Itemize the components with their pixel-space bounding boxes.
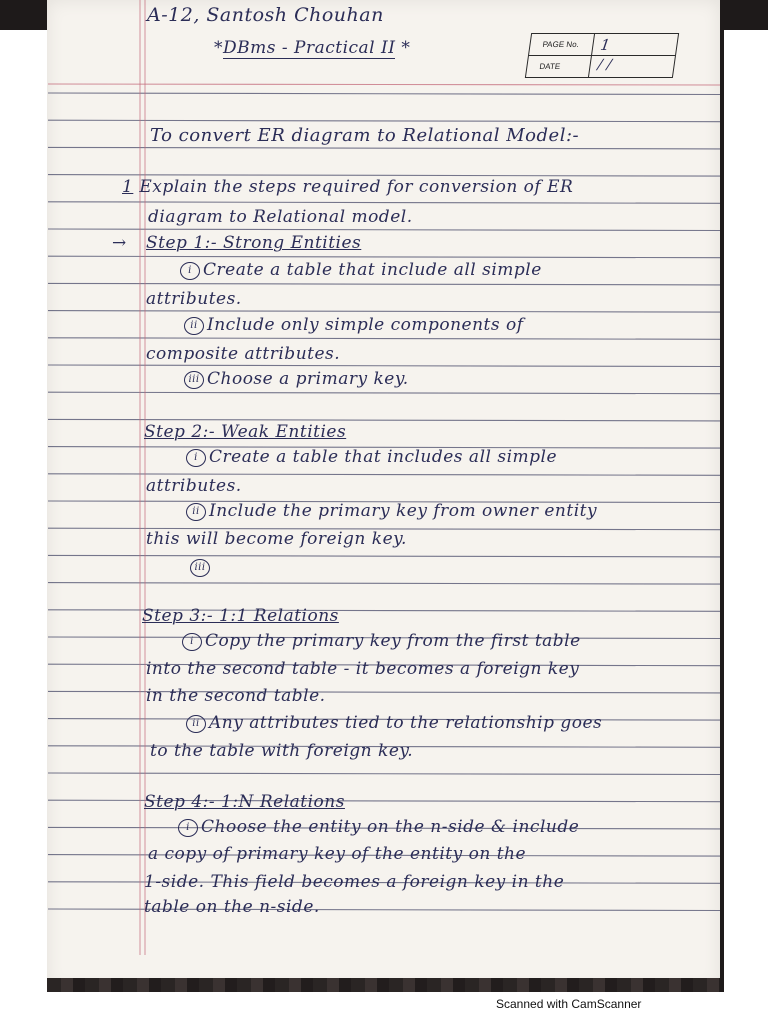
step3-item-1-cont: into the second table - it becomes a foreign key — [146, 659, 580, 679]
subject-prefix: * — [214, 38, 223, 58]
step2-item-1 — [186, 447, 557, 467]
ruled-line — [48, 256, 720, 258]
ruled-line — [48, 93, 720, 95]
question-number: 1 — [122, 177, 134, 197]
step2-item-2-text: Include the primary key from owner entity — [209, 501, 598, 521]
step1-item-1 — [180, 260, 542, 280]
step1-arrow: → — [112, 233, 127, 253]
ruled-line — [48, 392, 720, 394]
question-line-1 — [122, 177, 573, 197]
step3-item-1-marker: i — [182, 633, 202, 651]
question-text-1: Explain the steps required for conversion of ER — [139, 177, 574, 197]
ruled-line — [48, 202, 720, 204]
subject-text: DBms - Practical II — [223, 38, 396, 58]
step3-item-2-cont: to the table with foreign key. — [150, 741, 414, 761]
step1-item-1-marker: i — [180, 262, 200, 280]
step4-item-1-cont-3: table on the n-side. — [144, 897, 320, 917]
step4-item-1 — [178, 817, 579, 837]
step2-item-3-marker: iii — [190, 559, 210, 577]
step1-item-3 — [184, 369, 409, 389]
page-no-value: 1 — [599, 36, 612, 54]
ruled-line — [48, 175, 720, 177]
ruled-line — [48, 773, 720, 775]
step1-item-3-marker: iii — [184, 371, 204, 389]
date-value: / / — [596, 57, 613, 73]
step2-item-1-text: Create a table that includes all simple — [209, 447, 558, 467]
page-no-label: PAGE No. — [541, 40, 580, 49]
scanner-watermark: Scanned with CamScanner — [496, 997, 642, 1011]
step4-item-1-cont: a copy of primary key of the entity on the — [148, 844, 527, 864]
step1-item-2-text: Include only simple components of — [207, 315, 524, 335]
header-rule — [48, 84, 720, 85]
step2-item-1-marker: i — [186, 449, 206, 467]
step1-item-2 — [184, 315, 524, 335]
step2-item-2-cont: this will become foreign key. — [146, 529, 407, 549]
ruled-line — [48, 311, 720, 313]
step3-item-2-text: Any attributes tied to the relationship goes — [209, 713, 603, 733]
step1-heading: Step 1:- Strong Entities — [146, 233, 362, 253]
ruled-line — [48, 583, 720, 585]
ruled-line — [48, 419, 720, 421]
ruled-line — [48, 555, 720, 557]
step2-item-3 — [190, 557, 213, 577]
student-name: A-12, Santosh Chouhan — [147, 4, 384, 26]
page-date-box — [525, 33, 679, 78]
step2-heading: Step 2:- Weak Entities — [144, 422, 347, 442]
step2-item-2 — [186, 501, 597, 521]
ruled-line — [48, 120, 720, 122]
step4-item-1-marker: i — [178, 819, 198, 837]
step3-item-2-marker: ii — [186, 715, 206, 733]
ruled-line — [48, 147, 720, 149]
step3-heading: Step 3:- 1:1 Relations — [142, 606, 339, 626]
step2-item-2-marker: ii — [186, 503, 206, 521]
step1-item-1-text: Create a table that include all simple — [203, 260, 542, 280]
step4-item-1-text: Choose the entity on the n-side & include — [201, 817, 580, 837]
step3-item-2 — [186, 713, 602, 733]
step3-item-1-text: Copy the primary key from the first table — [205, 631, 581, 651]
step4-item-1-cont-2: 1-side. This field becomes a foreign key in the — [144, 872, 565, 892]
step1-item-2-cont: composite attributes. — [146, 344, 341, 364]
step3-item-1 — [182, 631, 581, 651]
step4-heading: Step 4:- 1:N Relations — [144, 792, 345, 812]
date-label: DATE — [538, 62, 561, 71]
step1-item-1-cont: attributes. — [146, 289, 242, 309]
ruled-line — [48, 338, 720, 340]
ruled-line — [48, 365, 720, 367]
question-line-2: diagram to Relational model. — [148, 207, 413, 227]
step1-item-3-text: Choose a primary key. — [207, 369, 409, 389]
ruled-line — [48, 283, 720, 285]
step3-item-1-cont-2: in the second table. — [146, 686, 326, 706]
step1-item-2-marker: ii — [184, 317, 204, 335]
subject-suffix: * — [401, 38, 411, 58]
page-heading: To convert ER diagram to Relational Model:- — [150, 125, 580, 146]
practical-title — [214, 38, 410, 58]
step2-item-1-cont: attributes. — [146, 476, 242, 496]
ruled-line — [48, 229, 720, 231]
